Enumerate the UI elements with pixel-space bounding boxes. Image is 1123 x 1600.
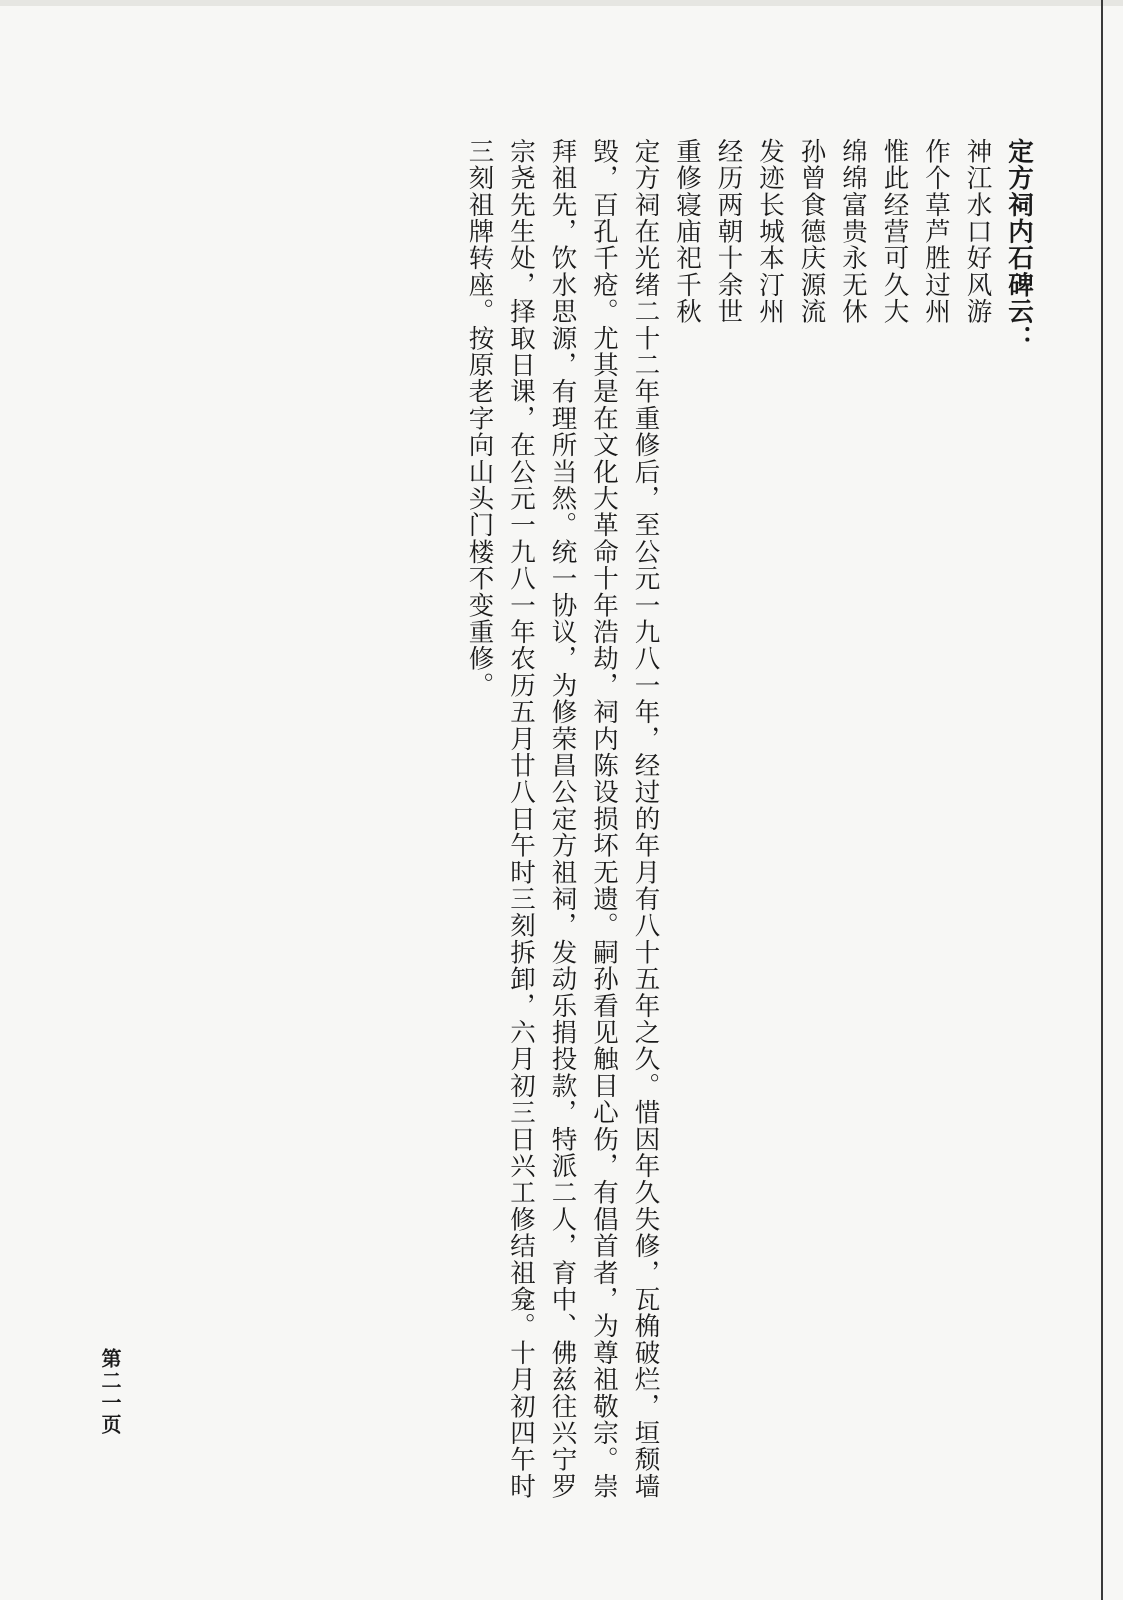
paragraph-line: 定方祠在光绪二十二年重修后，至公元一九八一年，经过的年月有八十五年之久。惜因年久失修，瓦桷破烂，垣颓墙 (630, 138, 661, 1500)
vertical-text-body (458, 138, 1039, 1578)
scan-top-edge (0, 0, 1123, 6)
poem-line: 重修寝庙祀千秋 (672, 138, 702, 325)
poem-line: 发迹长城本汀州 (755, 138, 785, 325)
poem-line: 神江水口好风游 (962, 138, 993, 325)
paragraph-line: 毁，百孔千疮。尤其是在文化大革命十年浩劫，祠内陈设损坏无遗。嗣孙看见触目心伤，有倡首者，为尊祖敬宗。崇 (589, 138, 619, 1500)
poem-line: 经历两朝十余世 (713, 138, 744, 325)
poem-line: 绵绵富贵永无休 (838, 138, 868, 325)
poem-line: 孙曾食德庆源流 (796, 138, 827, 325)
poem-line: 惟此经营可久大 (879, 138, 910, 325)
poem-line: 作个草芦胜过州 (921, 138, 951, 325)
paragraph-line: 三刻祖牌转座。按原老字向山头门楼不变重修。 (464, 138, 495, 699)
scan-right-edge (1101, 0, 1103, 1600)
inscription-heading: 定方祠内石碑云： (1004, 138, 1034, 352)
paragraph-line: 拜祖先，饮水思源，有理所当然。统一协议，为修荣昌公定方祖祠，发动乐捐投款，特派二人，育中、佛兹往兴宁罗 (547, 138, 578, 1500)
paragraph-line: 宗尧先生处，择取日课，在公元一九八一年农历五月廿八日午时三刻拆卸，六月初三日兴工修结祖龛。十月初四午时 (506, 138, 536, 1500)
page-number: 第二一页 (98, 1348, 122, 1436)
